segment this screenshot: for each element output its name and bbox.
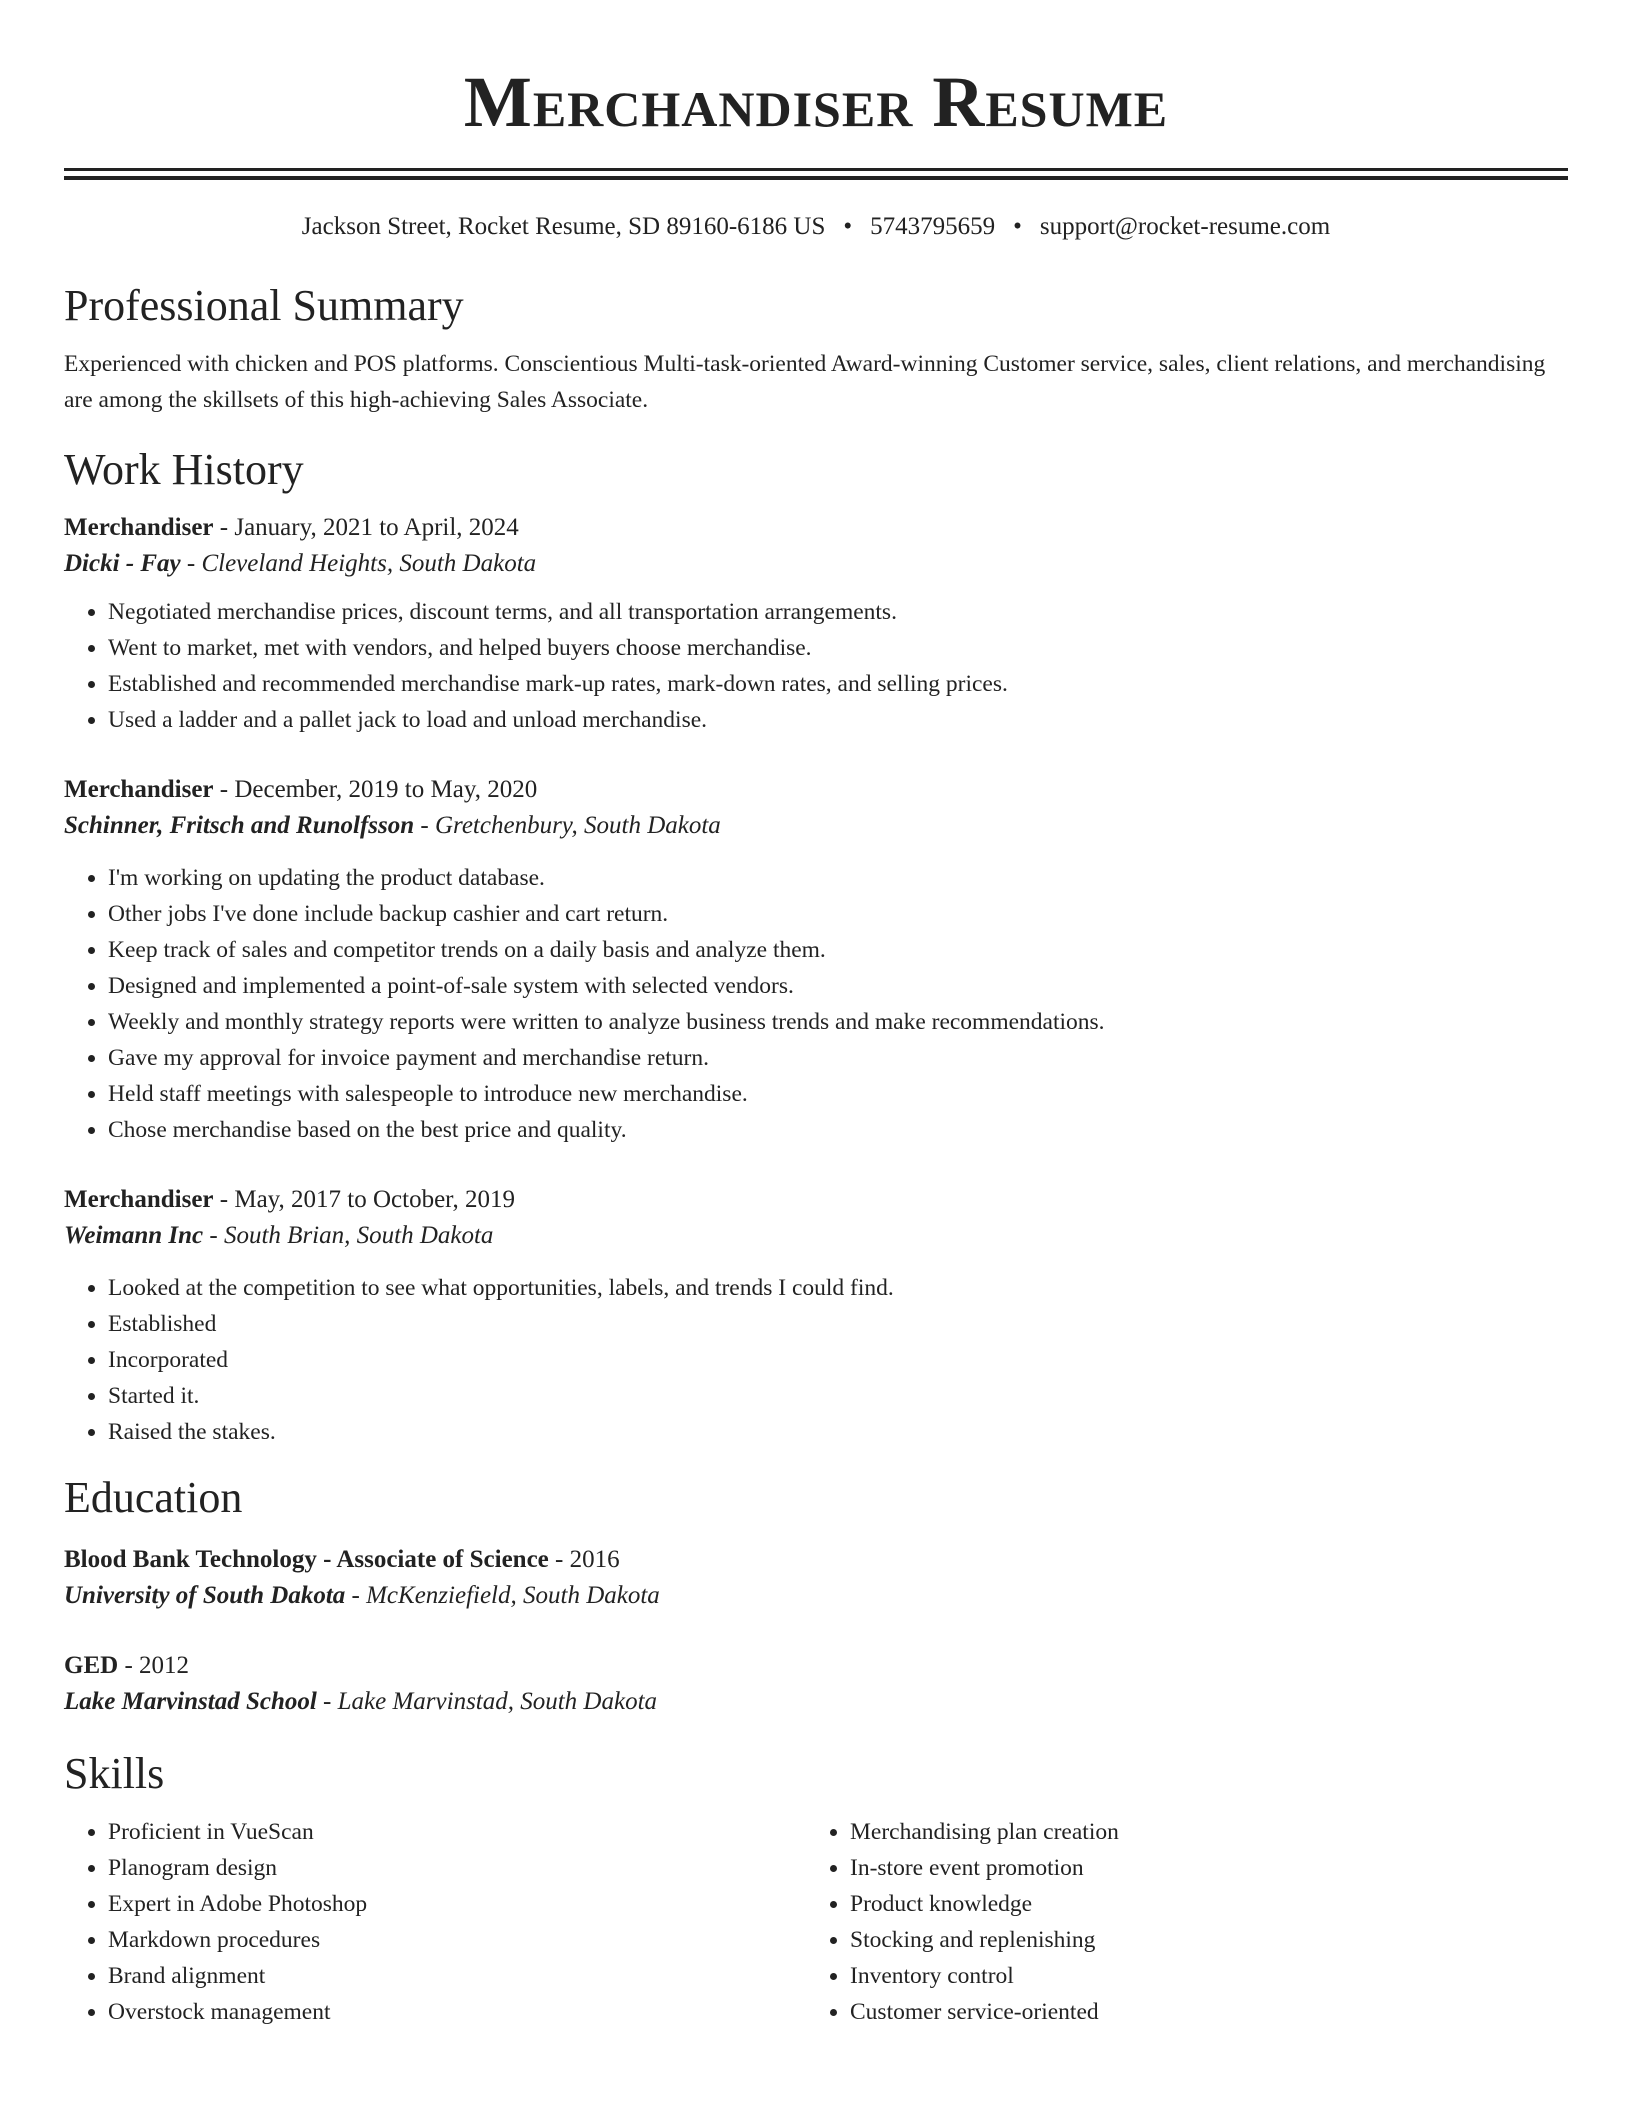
job-entry: [64, 510, 1568, 738]
job-employer: [64, 546, 1568, 582]
contact-address: Jackson Street, Rocket Resume, SD 89160-6186 US: [301, 213, 826, 240]
skill-item: • Overstock management: [108, 1994, 850, 2030]
education-header: [64, 1542, 1568, 1578]
skills-heading: Skills: [64, 1749, 165, 1798]
education-location: - McKenziefield, South Dakota: [345, 1582, 660, 1609]
job-location: - South Brian, South Dakota: [203, 1222, 494, 1249]
title-divider: [64, 168, 1568, 180]
skill-item: • Markdown procedures: [108, 1922, 850, 1958]
skills-columns: [64, 1814, 1568, 2030]
education-school-line: [64, 1684, 1568, 1720]
education-school-line: [64, 1578, 1568, 1614]
job-header: [64, 772, 1568, 808]
job-company: Dicki - Fay: [64, 550, 181, 577]
education-location: - Lake Marvinstad, South Dakota: [316, 1688, 658, 1715]
skills-column-right: [806, 1814, 1548, 2030]
contact-email: support@rocket-resume.com: [1039, 213, 1331, 240]
education-year: - 2012: [118, 1652, 190, 1679]
job-dates: - May, 2017 to October, 2019: [213, 1186, 516, 1213]
job-bullet: • Held staff meetings with salespeople to introduce new merchandise.: [108, 1076, 1568, 1112]
job-header: [64, 1182, 1568, 1218]
education-degree: Blood Bank Technology - Associate of Science: [64, 1546, 549, 1573]
job-bullets: [64, 594, 1568, 738]
job-title: Merchandiser: [64, 514, 214, 541]
skill-item: • Brand alignment: [108, 1958, 850, 1994]
skill-item: • Expert in Adobe Photoshop: [108, 1886, 850, 1922]
education-year: - 2016: [548, 1546, 620, 1573]
skills-list: [64, 1814, 850, 2030]
skill-item: • Stocking and replenishing: [850, 1922, 1592, 1958]
skill-item: • Proficient in VueScan: [108, 1814, 850, 1850]
summary-heading: Professional Summary: [64, 281, 464, 330]
job-bullet: • Other jobs I've done include backup cashier and cart return.: [108, 896, 1568, 932]
job-bullet: • Gave my approval for invoice payment and merchandise return.: [108, 1040, 1568, 1076]
job-bullet: • Started it.: [108, 1378, 1568, 1414]
skill-item: • Customer service-oriented: [850, 1994, 1592, 2030]
job-title: Merchandiser: [64, 776, 214, 803]
summary-text: Experienced with chicken and POS platforms. Conscientious Multi-task-oriented Award-winning Customer service, sales, client relations, and merchandising are among the skillsets of this high-achieving Sales Associate.: [64, 351, 1546, 413]
job-dates: - December, 2019 to May, 2020: [213, 776, 538, 803]
contact-phone: 5743795659: [870, 213, 996, 240]
job-bullets: [64, 1270, 1568, 1450]
job-bullet: • I'm working on updating the product database.: [108, 860, 1568, 896]
skill-item: • In-store event promotion: [850, 1850, 1592, 1886]
job-dates: - January, 2021 to April, 2024: [213, 514, 519, 541]
skills-column-left: [64, 1814, 806, 2030]
job-bullet: • Went to market, met with vendors, and helped buyers choose merchandise.: [108, 630, 1568, 666]
job-bullet: • Used a ladder and a pallet jack to load and unload merchandise.: [108, 702, 1568, 738]
job-bullet: • Chose merchandise based on the best price and quality.: [108, 1112, 1568, 1148]
job-header: [64, 510, 1568, 546]
education-degree: GED: [64, 1652, 119, 1679]
job-bullet: • Incorporated: [108, 1342, 1568, 1378]
education-school: University of South Dakota: [64, 1582, 346, 1609]
job-entry: [64, 772, 1568, 1148]
skill-item: • Product knowledge: [850, 1886, 1592, 1922]
job-bullet: • Weekly and monthly strategy reports were written to analyze business trends and make recommendations.: [108, 1004, 1568, 1040]
skill-item: • Planogram design: [108, 1850, 850, 1886]
education-header: [64, 1648, 1568, 1684]
skills-list: [806, 1814, 1592, 2030]
job-bullet: • Established and recommended merchandise mark-up rates, mark-down rates, and selling prices.: [108, 666, 1568, 702]
job-bullet: • Raised the stakes.: [108, 1414, 1568, 1450]
job-entry: [64, 1182, 1568, 1450]
job-company: Schinner, Fritsch and Runolfsson: [64, 812, 415, 839]
job-location: - Gretchenbury, South Dakota: [414, 812, 721, 839]
contact-line: [64, 210, 1568, 244]
contact-separator: •: [843, 213, 853, 240]
job-bullet: • Designed and implemented a point-of-sale system with selected vendors.: [108, 968, 1568, 1004]
education-school: Lake Marvinstad School: [64, 1688, 317, 1715]
education-heading: Education: [64, 1473, 243, 1522]
job-title: Merchandiser: [64, 1186, 214, 1213]
job-bullet: • Established: [108, 1306, 1568, 1342]
skill-item: • Inventory control: [850, 1958, 1592, 1994]
job-bullets: [64, 860, 1568, 1148]
job-bullet: • Negotiated merchandise prices, discount terms, and all transportation arrangements.: [108, 594, 1568, 630]
contact-separator: •: [1013, 213, 1022, 240]
resume-title: Merchandiser Resume: [463, 62, 1169, 142]
skill-item: • Merchandising plan creation: [850, 1814, 1592, 1850]
job-location: - Cleveland Heights, South Dakota: [180, 550, 537, 577]
job-company: Weimann Inc: [64, 1222, 204, 1249]
job-employer: [64, 1218, 1568, 1254]
job-employer: [64, 808, 1568, 844]
job-bullet: • Keep track of sales and competitor trends on a daily basis and analyze them.: [108, 932, 1568, 968]
job-bullet: • Looked at the competition to see what opportunities, labels, and trends I could find.: [108, 1270, 1568, 1306]
education-entry: [64, 1648, 1568, 1720]
work-history-heading: Work History: [64, 445, 304, 494]
education-entry: [64, 1542, 1568, 1614]
